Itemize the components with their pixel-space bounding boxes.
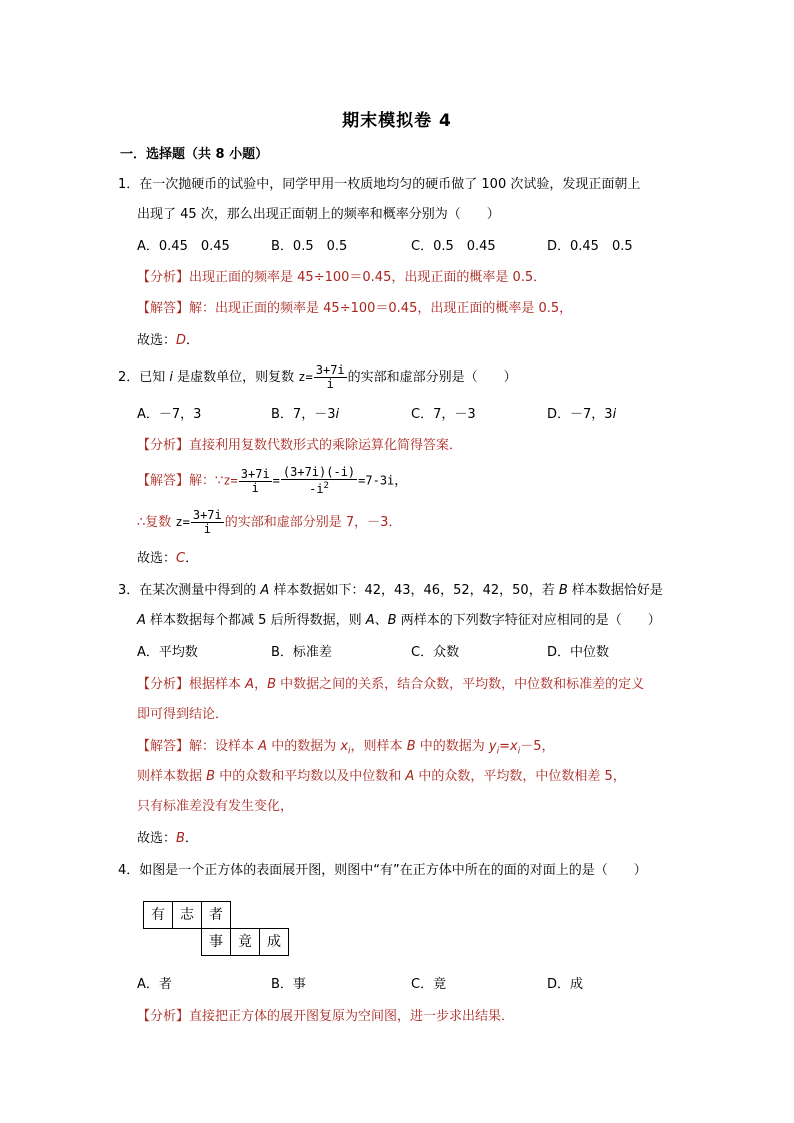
q2-stem-part: 2．已知 <box>118 370 170 385</box>
choice-letter: B <box>176 831 185 846</box>
q2-answer <box>137 466 407 496</box>
q3-answer-line3 <box>137 798 293 816</box>
choice-suffix: ． <box>185 551 199 566</box>
frac-denominator <box>281 480 357 496</box>
answer-text: = <box>499 739 510 754</box>
therefore-text: ∴复数 <box>137 515 176 530</box>
net-cell: 竟 <box>230 928 260 956</box>
q1-option-d: D．0.45 0.5 <box>547 239 633 254</box>
choice-prefix: 故选： <box>137 333 177 348</box>
q3-choice <box>137 830 198 848</box>
because-symbol: ∵ <box>215 473 224 489</box>
subscript-i: i <box>496 746 500 757</box>
q3-analysis-line2 <box>137 706 228 724</box>
q4-analysis <box>137 1008 514 1026</box>
frac-numerator: 3+7i <box>192 508 222 522</box>
answer-end: ， <box>394 473 408 489</box>
frac-numerator: (3+7i)(-i) <box>282 465 356 479</box>
q3-stem-part: 两样本的下列数字特征对应相同的是（ ） <box>396 613 661 628</box>
var-b: B <box>206 769 216 784</box>
var-a: A <box>245 677 255 692</box>
q3-option-a: A．平均数 <box>137 645 198 660</box>
frac-denominator: i <box>203 522 211 536</box>
frac-denominator: i <box>251 480 259 495</box>
var-b: B <box>558 583 568 598</box>
q2-stem-i: i <box>169 370 174 385</box>
q4-option-d: D．成 <box>547 977 584 992</box>
q3-analysis-line1 <box>137 676 644 694</box>
conclusion-fraction <box>191 509 224 536</box>
q3-stem-part: 样本数据恰好是 <box>567 583 663 598</box>
frac-numerator: 3+7i <box>240 466 270 481</box>
subscript-i: i <box>517 746 521 757</box>
q3-option-c: C．众数 <box>411 645 460 660</box>
q1-option-a: A．0.45 0.45 <box>137 239 230 254</box>
q2-stem-part: 的实部和虚部分别是（ ） <box>347 370 517 385</box>
choice-letter: D <box>176 333 187 348</box>
analysis-tag: 【分析】 <box>137 1009 190 1024</box>
q4-option-c: C．竟 <box>411 977 447 992</box>
frac-denominator: i <box>326 377 334 391</box>
conclusion-text: 的实部和虚部分别是 7，－3． <box>224 515 402 530</box>
q3-stem-part: 样本数据每个都减 5 后所得数据，则 <box>145 613 366 628</box>
q1-answer <box>137 300 572 318</box>
q4-option-b: B．事 <box>271 977 306 992</box>
q1-analysis <box>137 269 546 287</box>
var-b: B <box>406 739 416 754</box>
analysis-tag: 【分析】 <box>137 677 190 692</box>
q3-stem-line1 <box>118 582 663 600</box>
q2-option-a: A．－7，3 <box>137 407 202 422</box>
q2-option-b-text: B．7，－3 <box>271 407 336 422</box>
var-a: A <box>137 613 146 628</box>
answer-text: 中的数据为 <box>415 739 489 754</box>
q3-answer-line2 <box>137 768 626 786</box>
analysis-tag: 【分析】 <box>137 270 190 285</box>
section-heading: 一．选择题（共 8 小题） <box>120 147 269 162</box>
choice-prefix: 故选： <box>137 551 177 566</box>
answer-text: ，则样本 <box>350 739 407 754</box>
net-cell: 成 <box>259 928 289 956</box>
var-x: x <box>340 739 349 754</box>
q1-stem-line2: 出现了 45 次，那么出现正面朝上的频率和概率分别为（ ） <box>137 207 500 222</box>
q4-stem: 4．如图是一个正方体的表面展开图，则图中“有”在正方体中所在的面的对面上的是（ ） <box>118 863 647 878</box>
q2-fraction <box>314 364 347 391</box>
choice-suffix: ． <box>184 831 198 846</box>
q2-conclusion <box>137 509 401 536</box>
q3-stem-line2 <box>137 612 661 630</box>
answer-tag: 【解答】 <box>137 301 190 316</box>
answer-tag: 【解答】 <box>137 739 190 754</box>
frac-denominator-base: -i <box>309 482 324 496</box>
answer-text: 只有标准差没有发生变化， <box>137 799 294 814</box>
answer-text: 中的众数，平均数，中位数相差 5， <box>414 769 626 784</box>
answer-fraction-2 <box>281 466 357 496</box>
var-b: B <box>387 613 397 628</box>
q2-analysis <box>137 437 462 455</box>
q3-stem-part: 3．在某次测量中得到的 <box>118 583 261 598</box>
conclusion-z: z= <box>175 515 190 529</box>
q2-stem <box>118 364 517 391</box>
answer-text: －5， <box>520 739 555 754</box>
q2-option-b-i: i <box>335 407 340 422</box>
q2-stem-part: 是虚数单位，则复数 <box>173 370 299 385</box>
subscript-i: i <box>348 746 351 757</box>
net-cell: 者 <box>201 901 231 929</box>
q4-option-a: A．者 <box>137 977 172 992</box>
q1-option-c: C．0.5 0.45 <box>411 239 496 254</box>
analysis-text: ， <box>254 677 268 692</box>
answer-fraction-1 <box>239 468 272 495</box>
var-b: B <box>267 677 276 692</box>
analysis-text: 直接把正方体的展开图复原为空间图，进一步求出结果． <box>189 1009 515 1024</box>
q3-option-d: D．中位数 <box>547 645 610 660</box>
var-a: A <box>365 613 375 628</box>
analysis-text: 根据样本 <box>189 677 246 692</box>
q2-option-d-text: D．－7，3 <box>547 407 613 422</box>
q2-option-d-i: i <box>612 407 617 422</box>
q3-stem-part: 样本数据如下：42，43，46，52，42，50，若 <box>269 583 559 598</box>
frac-numerator: 3+7i <box>315 363 345 377</box>
answer-text: 则样本数据 <box>137 769 207 784</box>
answer-tag: 【解答】 <box>137 473 190 489</box>
q1-option-b: B．0.5 0.5 <box>271 239 348 254</box>
answer-text: 解：设样本 <box>189 739 259 754</box>
analysis-text: 出现正面的频率是 45÷100＝0.45，出现正面的概率是 0.5． <box>189 270 547 285</box>
var-x: x <box>510 739 518 754</box>
var-a: A <box>405 769 415 784</box>
q3-stem-part: 、 <box>374 613 388 628</box>
q2-choice <box>137 550 198 568</box>
net-cell: 事 <box>201 928 231 956</box>
choice-letter: C <box>176 551 186 566</box>
answer-result: =7-3i <box>358 473 395 488</box>
q2-option-b <box>271 406 339 424</box>
q1-stem-line1: 1．在一次抛硬币的试验中，同学甲用一枚质地均匀的硬币做了 100 次试验，发现正面朝上 <box>118 177 641 192</box>
answer-text: 解： <box>189 473 216 489</box>
cube-net-diagram <box>143 901 293 959</box>
equals-sign: = <box>272 473 280 488</box>
q2-z: z= <box>298 370 313 384</box>
answer-text: 中的数据为 <box>267 739 341 754</box>
q1-choice <box>137 332 199 350</box>
analysis-tag: 【分析】 <box>137 438 190 453</box>
frac-denominator-exponent: 2 <box>323 481 329 491</box>
q2-option-d <box>547 406 616 424</box>
analysis-text: 直接利用复数代数形式的乘除运算化简得答案． <box>189 438 463 453</box>
analysis-text: 中数据之间的关系，结合众数，平均数，中位数和标准差的定义 <box>276 677 645 692</box>
page-title: 期末模拟卷 4 <box>342 111 452 131</box>
choice-prefix: 故选： <box>137 831 177 846</box>
choice-suffix: ． <box>186 333 200 348</box>
var-a: A <box>260 583 270 598</box>
q3-option-b: B．标准差 <box>271 645 332 660</box>
analysis-text: 即可得到结论． <box>137 707 229 722</box>
var-a: A <box>258 739 268 754</box>
answer-text: 中的众数和平均数以及中位数和 <box>215 769 406 784</box>
answer-z: z= <box>223 473 238 488</box>
q3-answer-line1 <box>137 738 555 761</box>
net-cell: 志 <box>172 901 202 929</box>
answer-text: 解：出现正面的频率是 45÷100＝0.45，出现正面的概率是 0.5， <box>189 301 573 316</box>
net-cell: 有 <box>143 901 173 929</box>
q2-option-c: C．7，－3 <box>411 407 476 422</box>
var-y: y <box>488 739 497 754</box>
